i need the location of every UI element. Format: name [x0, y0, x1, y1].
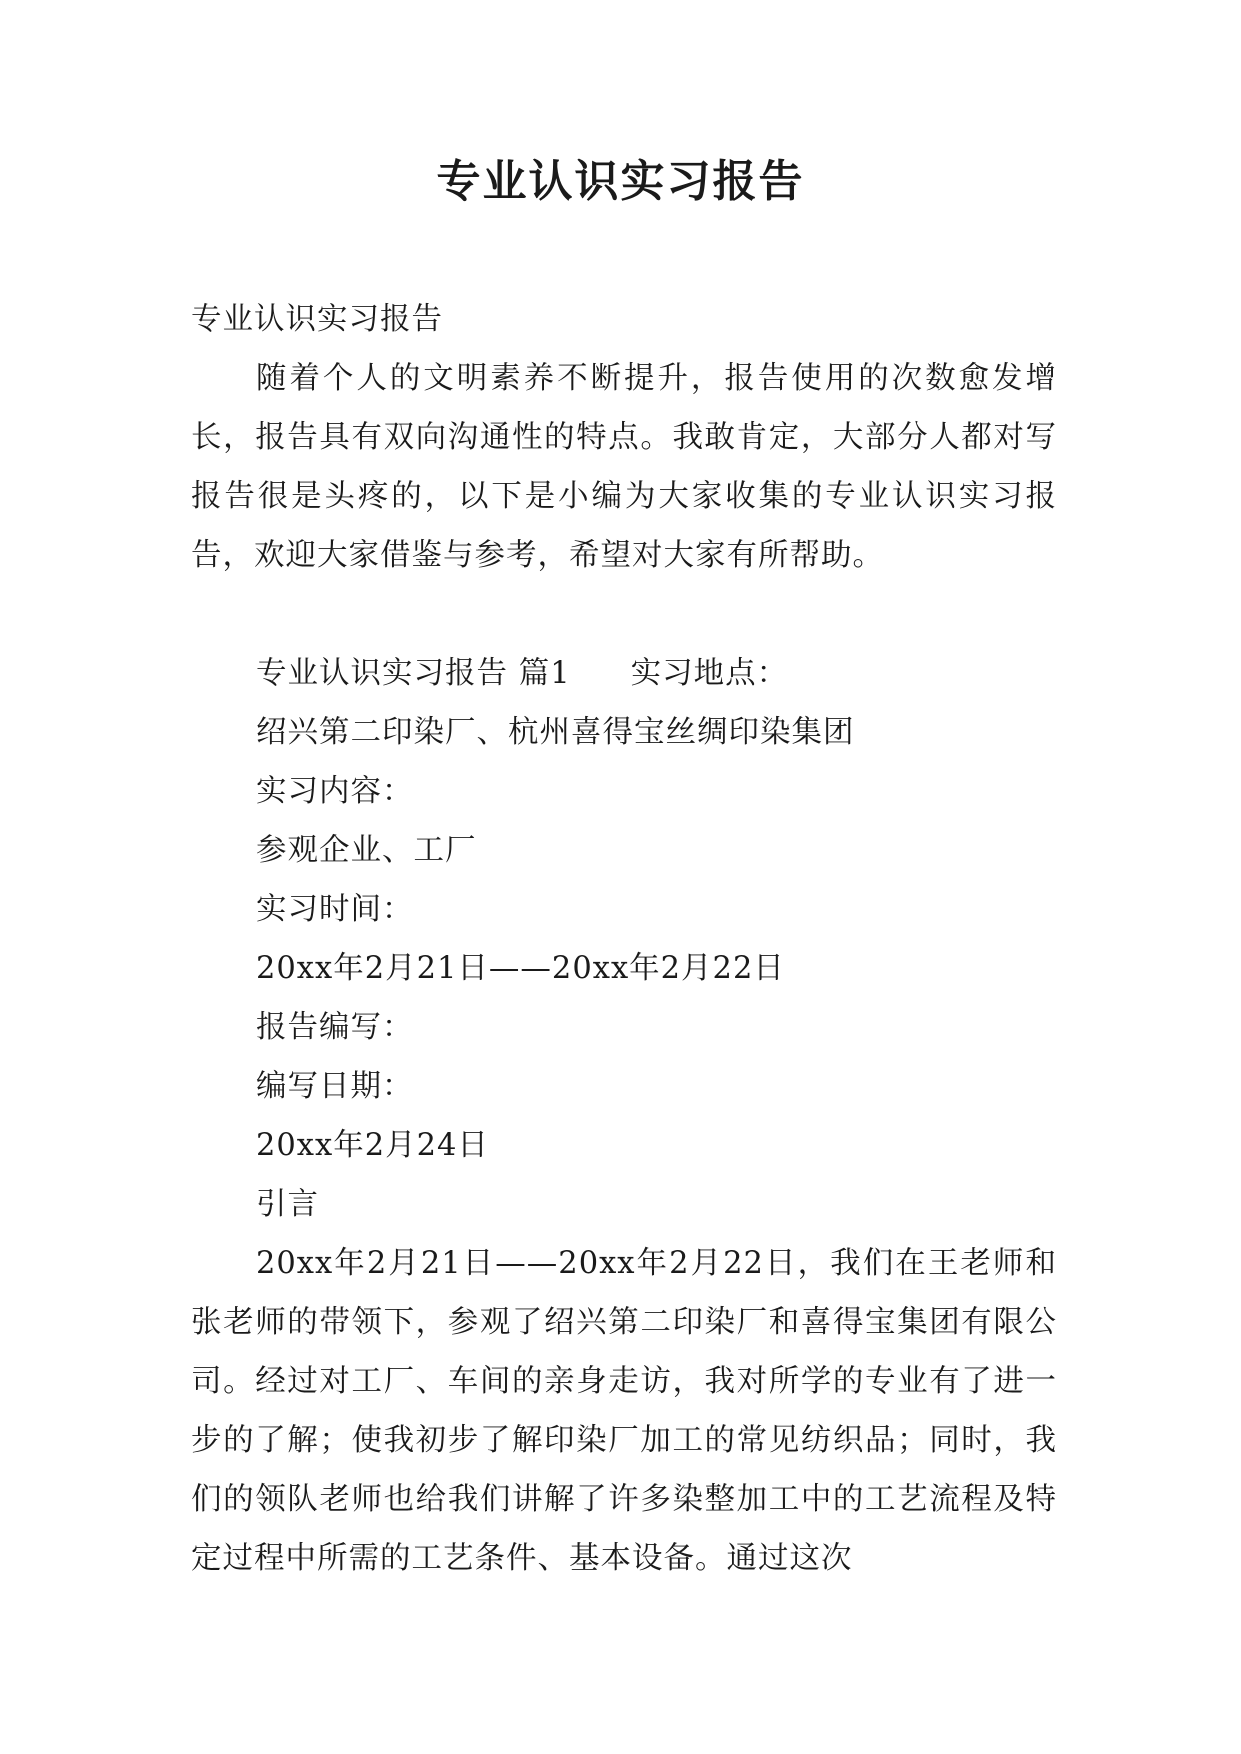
author-label: 报告编写：	[256, 1010, 414, 1045]
time-value: 20xx年2月21日——20xx年2月22日	[256, 951, 785, 986]
section-heading: 专业认识实习报告 篇1	[256, 656, 571, 691]
location-value: 绍兴第二印染厂、杭州喜得宝丝绸印染集团	[256, 715, 855, 750]
content-value: 参观企业、工厂	[256, 833, 477, 868]
intro-paragraph: 随着个人的文明素养不断提升，报告使用的次数愈发增长，报告具有双向沟通性的特点。我敢肯定，大部分人都对写报告很是头疼的，以下是小编为大家收集的专业认识实习报告，欢迎大家借鉴与参考，希望对大家有所帮助。	[191, 361, 1057, 573]
location-label: 实习地点：	[630, 656, 789, 691]
preface-heading: 引言	[256, 1187, 319, 1222]
document-title: 专业认识实习报告	[436, 156, 805, 207]
date-value: 20xx年2月24日	[256, 1128, 489, 1163]
date-label: 编写日期：	[256, 1069, 414, 1104]
content-label: 实习内容：	[256, 774, 414, 809]
section-heading-line	[191, 644, 1057, 703]
document-subtitle: 专业认识实习报告	[191, 302, 443, 337]
paragraph-gap	[191, 585, 1057, 644]
document-body	[191, 290, 1057, 1588]
preface-paragraph: 20xx年2月21日——20xx年2月22日，我们在王老师和张老师的带领下，参观了绍兴第二印染厂和喜得宝集团有限公司。经过对工厂、车间的亲身走访，我对所学的专业有了进一步的了解；使我初步了解印染厂加工的常见纺织品；同时，我们的领队老师也给我们讲解了许多染整加工中的工艺流程及特定过程中所需的工艺条件、基本设备。通过这次	[191, 1246, 1057, 1576]
time-label: 实习时间：	[256, 892, 414, 927]
